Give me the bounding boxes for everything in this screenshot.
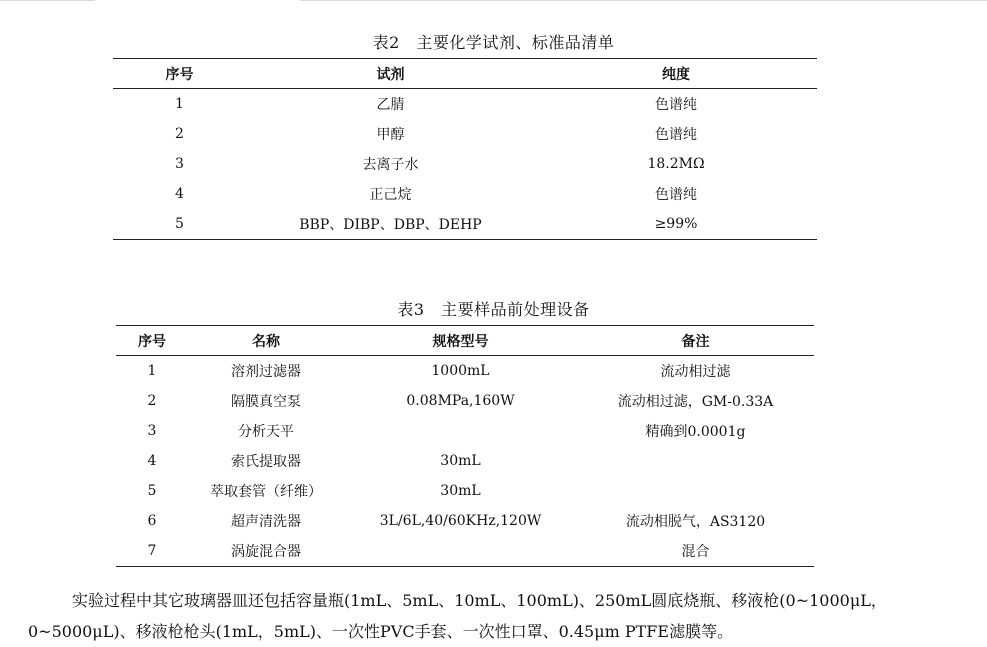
header-cell: 试剂	[246, 59, 535, 89]
table-row	[116, 416, 814, 446]
table-row	[113, 179, 817, 209]
table-cell: 隔膜真空泵	[231, 394, 301, 410]
table-cell: 索氏提取器	[231, 454, 301, 470]
header-cell: 序号	[116, 326, 188, 356]
header-cell: 备注	[577, 326, 814, 356]
table-row	[116, 446, 814, 476]
table-cell: 30mL	[440, 483, 481, 499]
top-rule-left	[0, 0, 95, 1]
table-cell	[577, 446, 814, 476]
table-row	[116, 386, 814, 416]
table-cell: 精确到0.0001g	[645, 424, 746, 440]
table-cell: 乙腈	[376, 97, 405, 113]
table-cell: 超声清洗器	[231, 514, 301, 530]
table-cell: 4	[175, 186, 184, 202]
table-cell	[344, 536, 577, 567]
table-cell: 正己烷	[369, 187, 412, 203]
table-cell: 2	[147, 393, 157, 409]
table-cell: 4	[147, 453, 157, 469]
table-cell: 1	[175, 96, 184, 112]
table-cell: 18.2MΩ	[647, 156, 705, 172]
body-paragraph	[28, 585, 968, 647]
table-cell: 萃取套管（纤维）	[210, 484, 322, 500]
table-cell: 1	[147, 363, 157, 379]
table-row	[116, 536, 814, 567]
table-cell: 去离子水	[362, 157, 419, 173]
table-header-row	[116, 326, 814, 356]
table-cell: 流动相过滤，GM-0.33A	[617, 394, 774, 410]
paragraph-line: 实验过程中其它玻璃器皿还包括容量瓶(1mL、5mL、10mL、100mL)、250mL圆底烧瓶、移液枪(0~1000μL，	[72, 591, 887, 610]
table-cell: 色谱纯	[655, 187, 697, 203]
table-row	[113, 119, 817, 149]
table-cell: 涡旋混合器	[188, 536, 344, 567]
table-cell: 3L/6L,40/60KHz,120W	[379, 513, 542, 529]
table-header-row	[113, 59, 817, 89]
table-cell: 甲醇	[376, 127, 405, 143]
table2-caption: 表2 主要化学试剂、标准品清单	[372, 33, 615, 52]
reagent-table	[113, 58, 817, 240]
table-cell: 7	[116, 536, 188, 567]
table-cell: 分析天平	[238, 424, 294, 440]
table-cell: 3	[175, 156, 184, 172]
equipment-table	[116, 325, 814, 567]
table-cell: 6	[147, 513, 157, 529]
header-cell: 规格型号	[344, 326, 577, 356]
table-cell: 溶剂过滤器	[231, 364, 301, 380]
table-cell: 流动相脱气，AS3120	[625, 514, 766, 530]
table-cell: 3	[147, 423, 157, 439]
table-cell: ≥99%	[535, 209, 817, 240]
table-cell: 1000mL	[431, 363, 490, 379]
table-cell: 30mL	[440, 453, 481, 469]
table3-caption: 表3 主要样品前处理设备	[397, 300, 590, 319]
paragraph-line: 0~5000μL)、移液枪枪头(1mL，5mL)、一次性PVC手套、一次性口罩、0.45μm PTFE滤膜等。	[28, 622, 734, 641]
table-cell: 色谱纯	[655, 127, 697, 143]
header-cell: 名称	[188, 326, 344, 356]
table-cell: 0.08MPa,160W	[406, 393, 515, 409]
table-cell: 5	[147, 483, 157, 499]
table-cell	[344, 416, 577, 446]
table-cell: 2	[175, 126, 184, 142]
table-row	[113, 149, 817, 179]
table-row	[116, 356, 814, 387]
table-cell: BBP、DIBP、DBP、DEHP	[246, 209, 535, 240]
table-row	[113, 89, 817, 120]
table-cell: 混合	[577, 536, 814, 567]
header-cell: 纯度	[535, 59, 817, 89]
table-row	[116, 476, 814, 506]
table-cell	[577, 476, 814, 506]
table-cell: 流动相过滤	[660, 364, 731, 380]
header-cell: 序号	[113, 59, 246, 89]
table-cell: 色谱纯	[655, 97, 697, 113]
table-row	[113, 209, 817, 240]
table-cell: 5	[113, 209, 246, 240]
top-rule-right	[300, 0, 987, 1]
table-row	[116, 506, 814, 536]
